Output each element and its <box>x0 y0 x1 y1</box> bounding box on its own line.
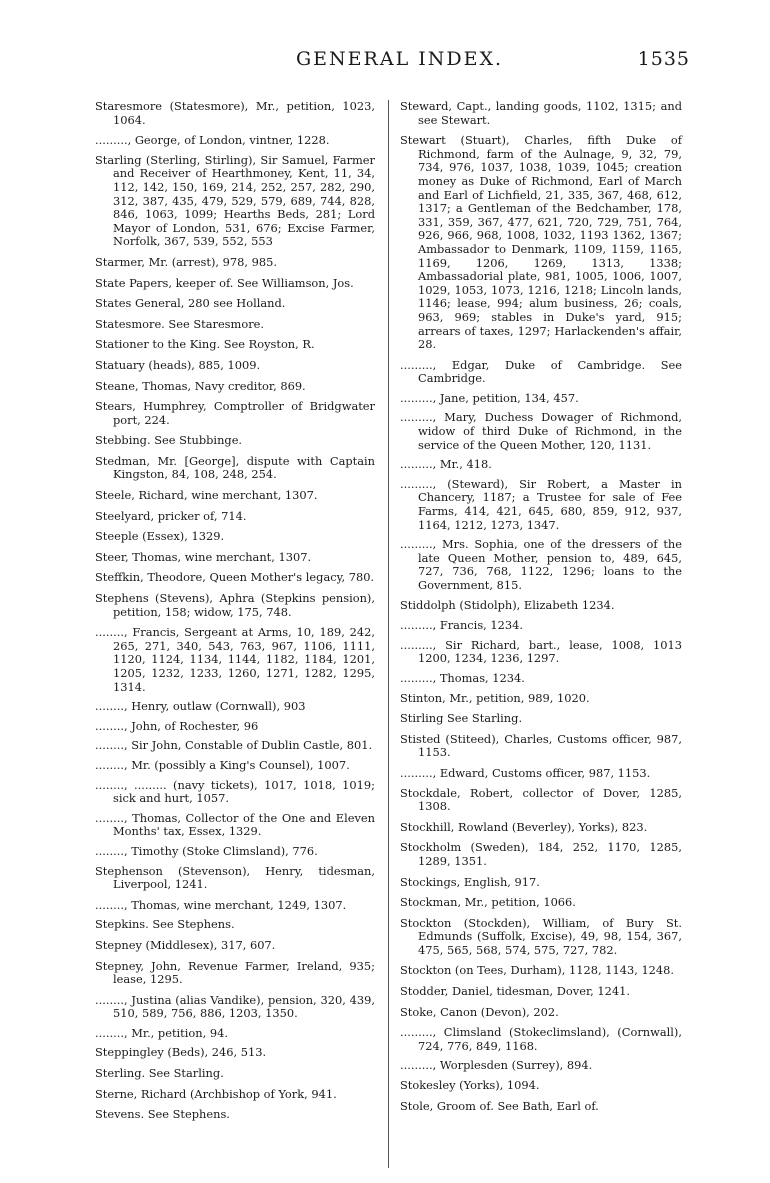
index-entry: Stockholm (Sweden), 184, 252, 1170, 1285, 1289, 1351. <box>400 840 682 868</box>
index-entry: States General, 280 see Holland. <box>95 296 286 311</box>
index-entry: Stockton (on Tees, Durham), 1128, 1143, 1248. <box>400 963 675 978</box>
index-entry: ........., Mrs. Sophia, one of the dressers of the late Queen Mother, pension to, 489, 645, 727, 736, 768, 1122, 1296; loans to the Government, 815. <box>400 537 682 592</box>
index-entry: ........, Justina (alias Vandike), pension, 320, 439, 510, 589, 756, 886, 1203, 1350. <box>95 992 375 1021</box>
index-entry: Stirling See Starling. <box>400 711 523 726</box>
index-entry: ........, Mr., petition, 94. <box>95 1025 228 1040</box>
index-entry: Steffkin, Theodore, Queen Mother's legacy, 780. <box>95 570 375 585</box>
index-entry: ........, Sir John, Constable of Dublin Castle, 801. <box>95 738 373 753</box>
index-entry: Statesmore. See Staresmore. <box>95 316 264 331</box>
index-column-left <box>95 100 375 1129</box>
index-entry: ........, Francis, Sergeant at Arms, 10, 189, 242, 265, 271, 340, 543, 763, 967, 1106, 1111, 1120, 1124, 1134, 1144, 1182, 1184, 1201, 1205, 1232, 1233, 1260, 1271, 1282, 1295, 1314. <box>95 625 375 694</box>
index-entry: Staresmore (Statesmore), Mr., petition, 1023, 1064. <box>95 99 375 127</box>
index-entry: Starmer, Mr. (arrest), 978, 985. <box>95 254 278 269</box>
index-entry: Stoke, Canon (Devon), 202. <box>400 1004 559 1019</box>
index-entry: Stockings, English, 917. <box>400 874 540 889</box>
index-entry: Stewart (Stuart), Charles, fifth Duke of Richmond, farm of the Aulnage, 9, 32, 79, 734, 976, 1037, 1038, 1039, 1045; creation money as Duke of Richmond, Earl of March and Earl of Lichfield, 21, 335, 367, 468, 612, 1317; a Gentleman of the Bedchamber, 178, 331, 359, 367, 477, 621, 720, 729, 751, 764, 926, 966, 968, 1008, 1032, 1193 1362, 1367; Ambassador to Denmark, 1109, 1159, 1165, 1169, 1206, 1269, 1313, 1338; Ambassadorial plate, 981, 1005, 1006, 1007, 1029, 1053, 1073, 1216, 1218; Lincoln lands, 1146; lease, 994; alum business, 26; coals, 963, 969; stables in Duke's yard, 915; arrears of taxes, 1297; Harlackenden's affair, 28. <box>400 133 682 352</box>
index-entry: Stockhill, Rowland (Beverley), Yorks), 823. <box>400 819 648 834</box>
index-entry: ........, ......... (navy tickets), 1017, 1018, 1019; sick and hurt, 1057. <box>95 777 375 806</box>
index-entry: ........., Edgar, Duke of Cambridge. See Cambridge. <box>400 357 682 386</box>
index-entry: Steele, Richard, wine merchant, 1307. <box>95 488 318 503</box>
index-entry: Sterne, Richard (Archbishop of York, 941. <box>95 1086 337 1101</box>
index-entry: Stockton (Stockden), William, of Bury St. Edmunds (Suffolk, Excise), 49, 98, 154, 367, 475, 565, 568, 574, 575, 727, 782. <box>400 915 682 957</box>
index-entry: Steppingley (Beds), 246, 513. <box>95 1045 267 1060</box>
index-entry: Stiddolph (Stidolph), Elizabeth 1234. <box>400 597 615 612</box>
index-column-right <box>400 100 682 1120</box>
page-header <box>0 48 770 76</box>
index-entry: Steeple (Essex), 1329. <box>95 529 225 544</box>
index-entry: Sterling. See Starling. <box>95 1066 224 1081</box>
index-entry: ........., Sir Richard, bart., lease, 1008, 1013 1200, 1234, 1236, 1297. <box>400 637 682 666</box>
index-entry: Stepkins. See Stephens. <box>95 917 235 932</box>
index-entry: ........., Climsland (Stokeclimsland), (Cornwall), 724, 776, 849, 1168. <box>400 1025 682 1053</box>
index-entry: Steelyard, pricker of, 714. <box>95 508 247 523</box>
index-entry: ........, Thomas, Collector of the One and Eleven Months' tax, Essex, 1329. <box>95 810 375 839</box>
index-entry: ........., Edward, Customs officer, 987, 1153. <box>400 765 651 780</box>
index-entry: Stepney (Middlesex), 317, 607. <box>95 937 276 952</box>
index-entry: ........., Jane, petition, 134, 457. <box>400 390 579 405</box>
index-entry: Stisted (Stiteed), Charles, Customs officer, 987, 1153. <box>400 731 682 760</box>
index-entry: ........., George, of London, vintner, 1228. <box>95 133 330 148</box>
index-entry: ........, Mr. (possibly a King's Counsel), 1007. <box>95 757 350 772</box>
index-entry: ........, John, of Rochester, 96 <box>95 718 259 733</box>
index-entry: Steward, Capt., landing goods, 1102, 1315; and see Stewart. <box>400 99 682 127</box>
index-entry: Stodder, Daniel, tidesman, Dover, 1241. <box>400 984 631 999</box>
index-entry: Stockman, Mr., petition, 1066. <box>400 895 576 910</box>
running-title: GENERAL INDEX. <box>296 48 504 70</box>
index-entry: ........., Mary, Duchess Dowager of Richmond, widow of third Duke of Richmond, in the service of the Queen Mother, 120, 1131. <box>400 410 682 452</box>
index-entry: Stephenson (Stevenson), Henry, tidesman, Liverpool, 1241. <box>95 863 375 892</box>
index-entry: Stinton, Mr., petition, 989, 1020. <box>400 690 590 705</box>
index-entry: Stears, Humphrey, Comptroller of Bridgwater port, 224. <box>95 399 375 427</box>
index-entry: State Papers, keeper of. See Williamson, Jos. <box>95 275 354 290</box>
column-divider <box>388 100 389 1168</box>
index-entry: Stevens. See Stephens. <box>95 1107 230 1122</box>
index-entry: Stokesley (Yorks), 1094. <box>400 1078 540 1093</box>
index-entry: Steane, Thomas, Navy creditor, 869. <box>95 378 306 393</box>
index-entry: Stationer to the King. See Royston, R. <box>95 337 315 352</box>
index-entry: Stebbing. See Stubbinge. <box>95 433 243 448</box>
index-entry: ........., Worplesden (Surrey), 894. <box>400 1058 593 1073</box>
index-entry: ........, Thomas, wine merchant, 1249, 1307. <box>95 897 347 912</box>
index-entry: Steer, Thomas, wine merchant, 1307. <box>95 549 312 564</box>
index-entry: ........., Mr., 418. <box>400 457 492 472</box>
index-entry: Statuary (heads), 885, 1009. <box>95 357 261 372</box>
index-entry: Stepney, John, Revenue Farmer, Ireland, 935; lease, 1295. <box>95 958 375 987</box>
index-entry: ........., Francis, 1234. <box>400 618 524 633</box>
index-entry: Stole, Groom of. See Bath, Earl of. <box>400 1098 599 1113</box>
index-entry: Starling (Sterling, Stirling), Sir Samuel, Farmer and Receiver of Hearthmoney, Kent, 11, 34, 112, 142, 150, 169, 214, 252, 257, 282, 290, 312, 387, 435, 479, 529, 579, 689, 744, 828, 846, 1063, 1099; Hearths Beds, 281; Lord Mayor of London, 531, 676; Excise Farmer, Norfolk, 367, 539, 552, 553 <box>95 152 375 249</box>
page-number: 1535 <box>637 48 690 70</box>
index-entry: Stephens (Stevens), Aphra (Stepkins pension), petition, 158; widow, 175, 748. <box>95 591 375 619</box>
index-entry: Stockdale, Robert, collector of Dover, 1285, 1308. <box>400 785 682 814</box>
index-entry: ........, Timothy (Stoke Climsland), 776. <box>95 843 318 858</box>
index-entry: Stedman, Mr. [George], dispute with Captain Kingston, 84, 108, 248, 254. <box>95 453 375 482</box>
index-entry: ........, Henry, outlaw (Cornwall), 903 <box>95 699 306 714</box>
index-entry: ........., Thomas, 1234. <box>400 670 525 685</box>
index-entry: ........., (Steward), Sir Robert, a Master in Chancery, 1187; a Trustee for sale of Fee Farms, 414, 421, 645, 680, 859, 912, 937, 1164, 1212, 1273, 1347. <box>400 476 682 532</box>
